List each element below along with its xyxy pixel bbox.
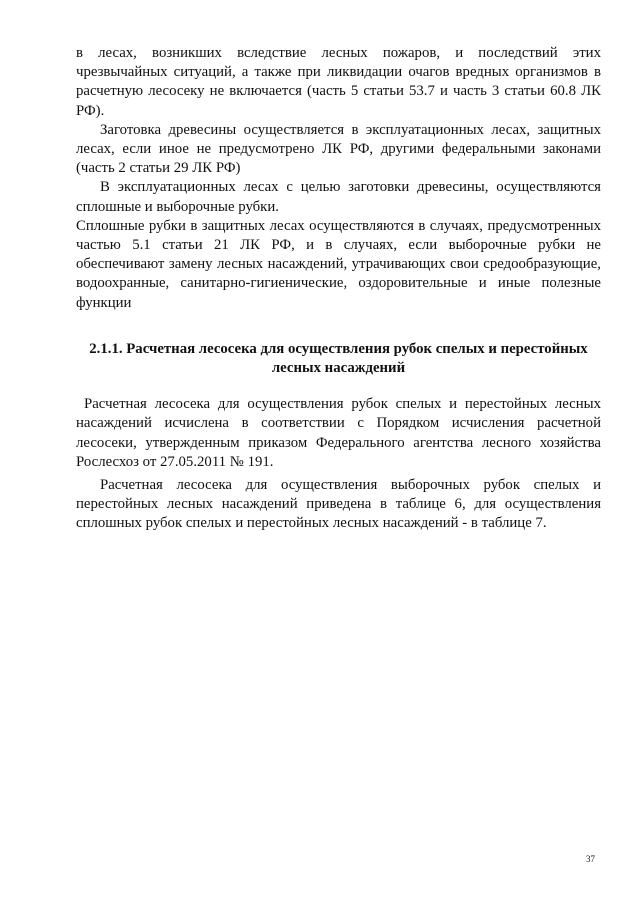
section-heading	[76, 340, 601, 378]
paragraph-fire-consequences: в лесах, возникших вследствие лесных пожаров, и последствий этих чрезвычайных ситуаций, а также при ликвидации очагов вредных организмов в расчетную лесосеку не включается (часть 5 статьи 53.7 и часть 3 статьи 60.8 ЛК РФ).	[76, 45, 601, 119]
paragraph-exploitation-forests: В эксплуатационных лесах с целью заготовки древесины, осуществляются сплошные и выборочные рубки.	[76, 179, 601, 215]
paragraph-wood-harvesting: Заготовка древесины осуществляется в эксплуатационных лесах, защитных лесах, если иное не предусмотрено ЛК РФ, другими федеральными законами (часть 2 статьи 29 ЛК РФ)	[76, 121, 601, 177]
section-heading-line1: 2.1.1. Расчетная лесосека для осуществления рубок спелых и перестойных	[89, 340, 588, 357]
paragraph-allowable-cut-calculation: Расчетная лесосека для осуществления рубок спелых и перестойных лесных насаждений исчислена в соответствии с Порядком исчисления расчетной лесосеки, утвержденным приказом Федерального агентства лесного хозяйства Рослесхоз от 27.05.2011 № 191.	[76, 396, 601, 470]
section-heading-line2: лесных насаждений	[271, 360, 406, 377]
paragraph-clear-cutting: Сплошные рубки в защитных лесах осуществляются в случаях, предусмотренных частью 5.1 статьи 21 ЛК РФ, и в случаях, если выборочные рубки не обеспечивают замену лесных насаждений, утрачивающих свои средообразующие, водоохранные, санитарно-гигиенические, оздоровительные и иные полезные функции	[76, 217, 601, 311]
paragraph-allowable-cut-tables: Расчетная лесосека для осуществления выборочных рубок спелых и перестойных лесных насаждений приведена в таблице 6, для осуществления сплошных рубок спелых и перестойных лесных насаждений - в таблице 7.	[76, 477, 601, 532]
page-number: 37	[586, 854, 595, 864]
document-page	[76, 44, 601, 534]
